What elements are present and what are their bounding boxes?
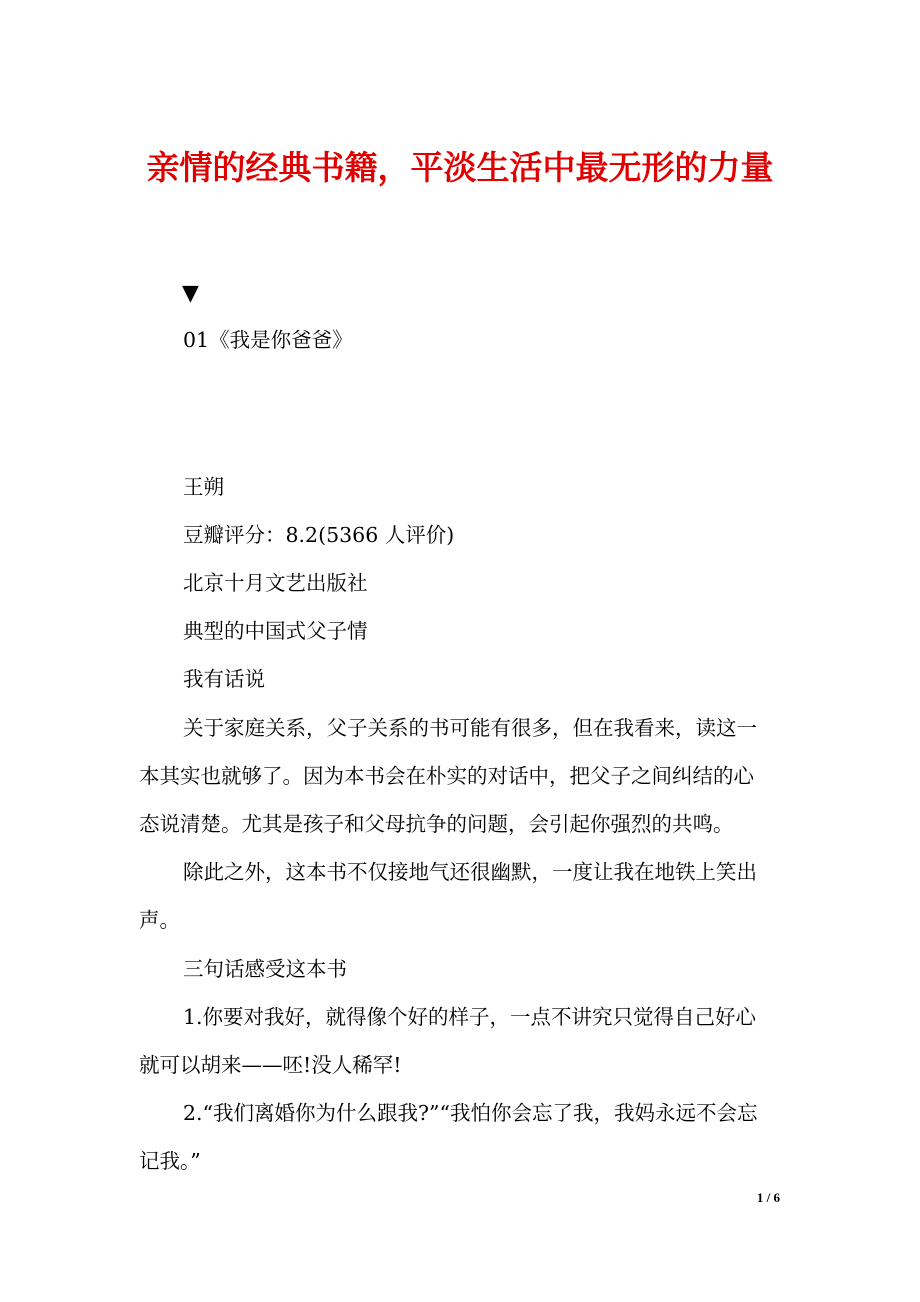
- section-heading-three-quotes: 三句话感受这本书: [183, 957, 347, 981]
- paragraph-line: 关于家庭关系，父子关系的书可能有很多，但在我看来，读这一: [183, 716, 757, 740]
- paragraph-line: 2.“我们离婚你为什么跟我?”“我怕你会忘了我，我妈永远不会忘: [183, 1101, 758, 1125]
- triangle-down-icon: ▼: [182, 281, 199, 306]
- section-heading-my-say: 我有话说: [183, 667, 265, 691]
- paragraph-line: 1.你要对我好，就得像个好的样子，一点不讲究只觉得自己好心: [183, 1005, 757, 1029]
- book-heading: 01《我是你爸爸》: [183, 328, 353, 352]
- paragraph-line: 除此之外，这本书不仅接地气还很幽默，一度让我在地铁上笑出: [183, 860, 757, 884]
- tagline: 典型的中国式父子情: [183, 619, 368, 643]
- paragraph-line: 就可以胡来——呸!没人稀罕!: [139, 1053, 402, 1077]
- paragraph-line: 声。: [139, 908, 180, 932]
- paragraph-line: 记我。”: [139, 1149, 201, 1173]
- paragraph-line: 态说清楚。尤其是孩子和父母抗争的问题，会引起你强烈的共鸣。: [139, 812, 734, 836]
- author-line: 王朔: [183, 475, 224, 499]
- rating-line: 豆瓣评分：8.2(5366 人评价): [183, 523, 455, 547]
- page-title: 亲情的经典书籍，平淡生活中最无形的力量: [146, 148, 774, 187]
- page-number: 1 / 6: [756, 1190, 780, 1205]
- publisher-line: 北京十月文艺出版社: [183, 571, 368, 595]
- paragraph-line: 本其实也就够了。因为本书会在朴实的对话中，把父子之间纠结的心: [139, 764, 754, 788]
